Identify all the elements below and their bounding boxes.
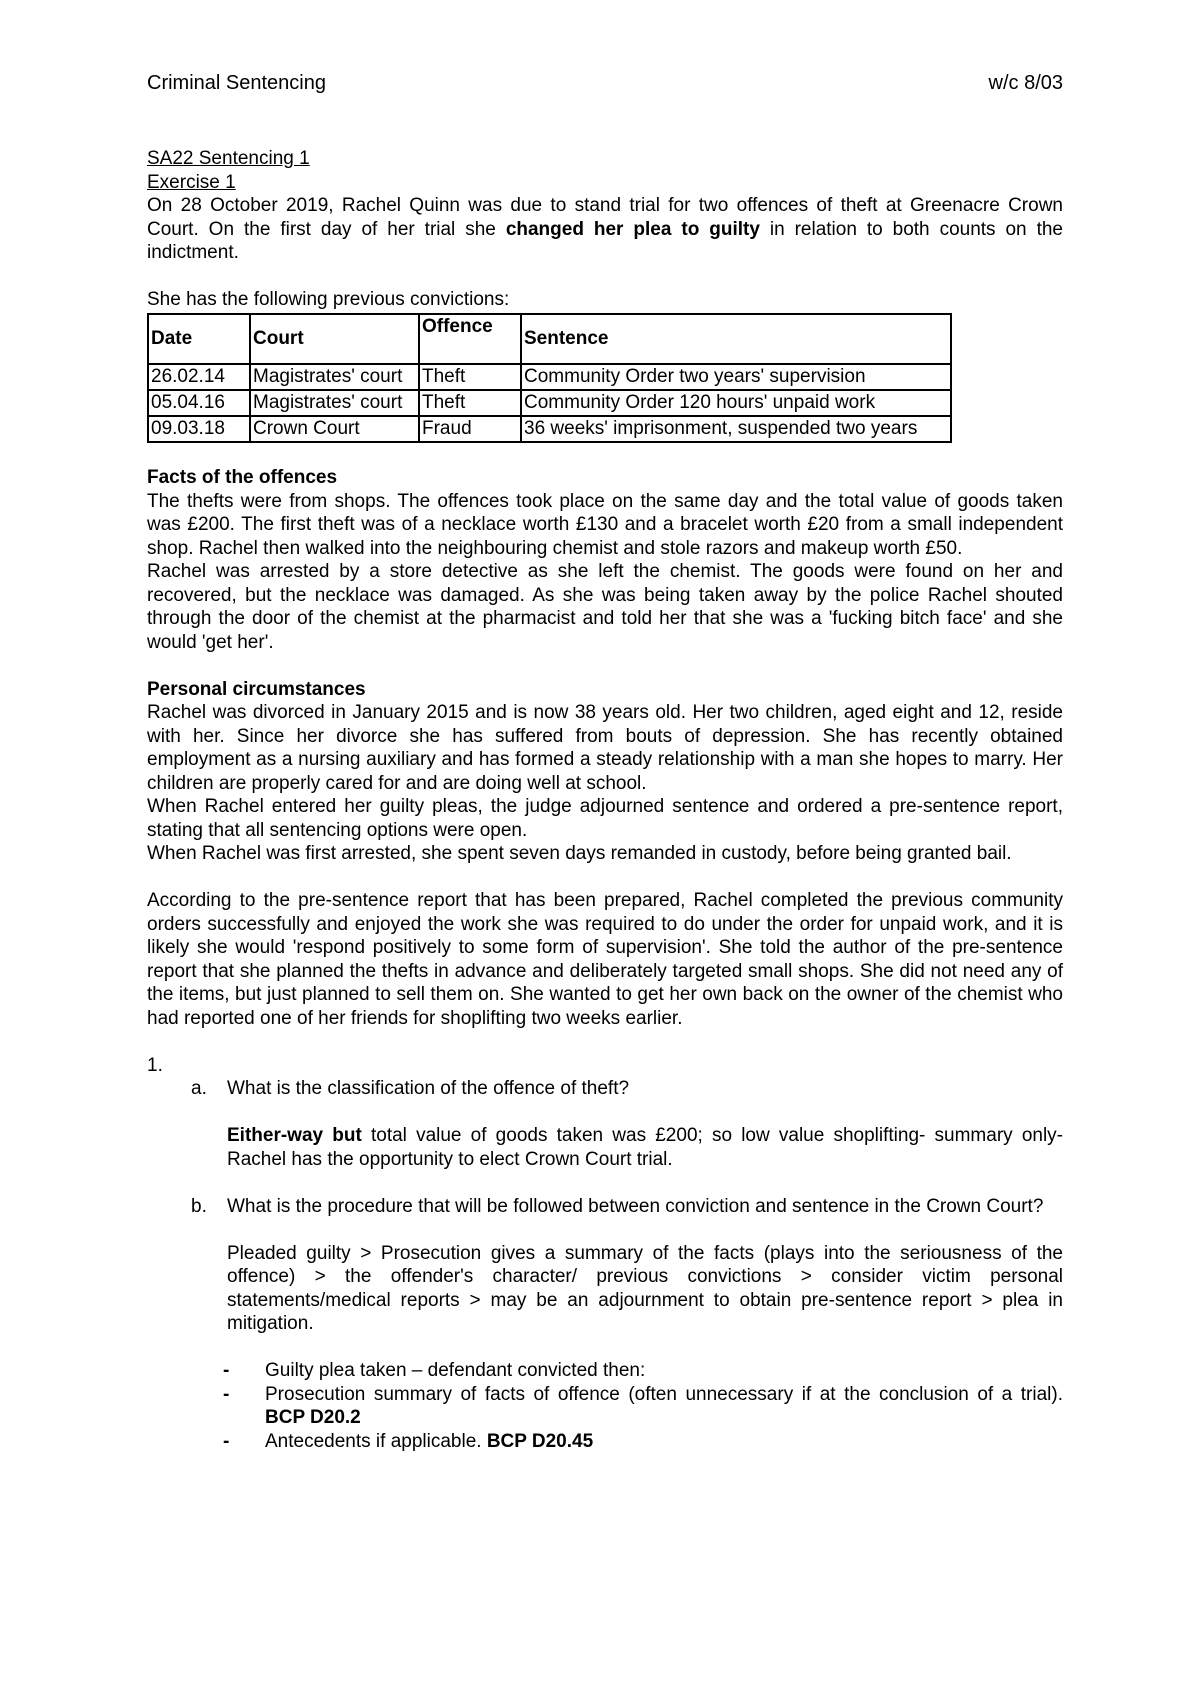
header-cell-sentence: Sentence [521,314,951,364]
answer-b: Pleaded guilty > Prosecution gives a summary of the facts (plays into the seriousness of the offence) > the offender's character/ previous convictions > consider victim personal statements/medical reports > may be an adjournment to obtain pre-sentence report > plea in mitigation. [227,1242,1063,1334]
bullet-text: Guilty plea taken – defendant convicted then: [265,1360,646,1381]
personal-heading: Personal circumstances [147,678,366,700]
personal-paragraph-1: Rachel was divorced in January 2015 and is now 38 years old. Her two children, aged eight and 12, reside with her. Since her divorce she has suffered from bouts of depression. She has recently obtained employment as a nursing auxiliary and has formed a steady relationship with a man she hopes to marry. Her children are properly cared for and are doing well at school. [147,702,1063,794]
intro-text-1: On 28 October 2019, Rachel Quinn was due to stand trial for two offences of theft at Greenacre Crown Court. On the first day of her trial she [147,195,1063,240]
table-header-row [148,314,951,364]
exercise-heading: Exercise 1 [147,171,236,193]
previous-convictions-intro: She has the following previous convictions: [147,289,510,310]
cell-date: 05.04.16 [148,390,250,416]
bullet-reference: BCP D20.45 [486,1430,594,1452]
question-a-text: What is the classification of the offence of theft? [227,1078,630,1099]
facts-paragraph-2: Rachel was arrested by a store detective as she left the chemist. The goods were found on her and recovered, but the necklace was damaged. As she was being taken away by the police Rachel shouted through the door of the chemist at the pharmacist and told her that she was a 'fucking bitch face' and she would 'get her'. [147,561,1063,653]
question-a-label: a. [191,1078,207,1099]
list-item [223,1430,1063,1454]
question-b-label: b. [191,1195,207,1217]
bullet-text: Prosecution summary of facts of offence (often unnecessary if at the conclusion of a trial). [265,1383,1063,1405]
cell-sentence: Community Order 120 hours' unpaid work [521,390,951,416]
document-body [147,147,1063,1453]
cell-offence: Theft [419,364,521,390]
facts-paragraph-1: The thefts were from shops. The offences took place on the same day and the total value of goods taken was £200. The first theft was of a necklace worth £130 and a bracelet worth £20 from a small independent shop. Rachel then walked into the neighbouring chemist and stole razors and makeup worth £50. [147,490,1063,559]
bullet-marker: - [223,1430,230,1452]
answer-a [227,1124,1063,1171]
list-item [223,1383,1063,1430]
header-cell-offence: Offence [419,314,521,364]
answer-a-bold: Either-way but [227,1125,362,1146]
bullet-marker: - [223,1360,230,1381]
bullet-reference: BCP D20.2 [265,1407,361,1428]
cell-sentence: Community Order two years' supervision [521,364,951,390]
page-header [147,70,1063,96]
bullet-marker: - [223,1383,230,1405]
cell-offence: Fraud [419,416,521,442]
answer-a-text: total value of goods taken was £200; so low value shoplifting- summary only- Rachel has the opportunity to elect Crown Court trial. [227,1125,1063,1170]
list-item [223,1359,1063,1383]
table-row [148,416,951,442]
cell-offence: Theft [419,390,521,416]
header-cell-date: Date [148,314,250,364]
table-row [148,390,951,416]
cell-court: Magistrates' court [250,390,419,416]
question-list [147,1077,1063,1359]
doc-title: SA22 Sentencing 1 [147,148,310,169]
pre-sentence-report-paragraph: According to the pre-sentence report that has been prepared, Rachel completed the previous community orders successfully and enjoyed the work she was required to do under the order for unpaid work, and it is likely she would 'respond positively to some form of supervision'. She told the author of the pre-sentence report that she planned the thefts in advance and deliberately targeted small shops. She did not need any of the items, but just planned to sell them on. She wanted to get her own back on the owner of the chemist who had reported one of her friends for shoplifting two weeks earlier. [147,890,1063,1029]
question-b-text: What is the procedure that will be followed between conviction and sentence in the Crown Court? [227,1195,1044,1217]
header-cell-court: Court [250,314,419,364]
cell-court: Crown Court [250,416,419,442]
personal-paragraph-2: When Rachel entered her guilty pleas, the judge adjourned sentence and ordered a pre-sentence report, stating that all sentencing options were open. [147,796,1063,841]
intro-text-2: in relation to both counts on the indictment. [147,218,1063,263]
personal-paragraph-3: When Rachel was first arrested, she spent seven days remanded in custody, before being granted bail. [147,843,1012,864]
intro-bold-text: changed her plea to guilty [505,218,760,240]
facts-heading: Facts of the offences [147,467,338,488]
cell-date: 26.02.14 [148,364,250,390]
bullet-text: Antecedents if applicable. [265,1430,487,1452]
header-week: w/c 8/03 [988,72,1063,94]
table-row [148,364,951,390]
intro-paragraph [147,194,1063,265]
procedure-bullet-list [147,1359,1063,1453]
header-course-title: Criminal Sentencing [147,72,326,94]
question-number: 1. [147,1054,163,1076]
question-a [191,1077,1063,1171]
cell-date: 09.03.18 [148,416,250,442]
cell-court: Magistrates' court [250,364,419,390]
previous-convictions-table [147,313,952,443]
question-b [191,1195,1063,1336]
cell-sentence: 36 weeks' imprisonment, suspended two years [521,416,951,442]
